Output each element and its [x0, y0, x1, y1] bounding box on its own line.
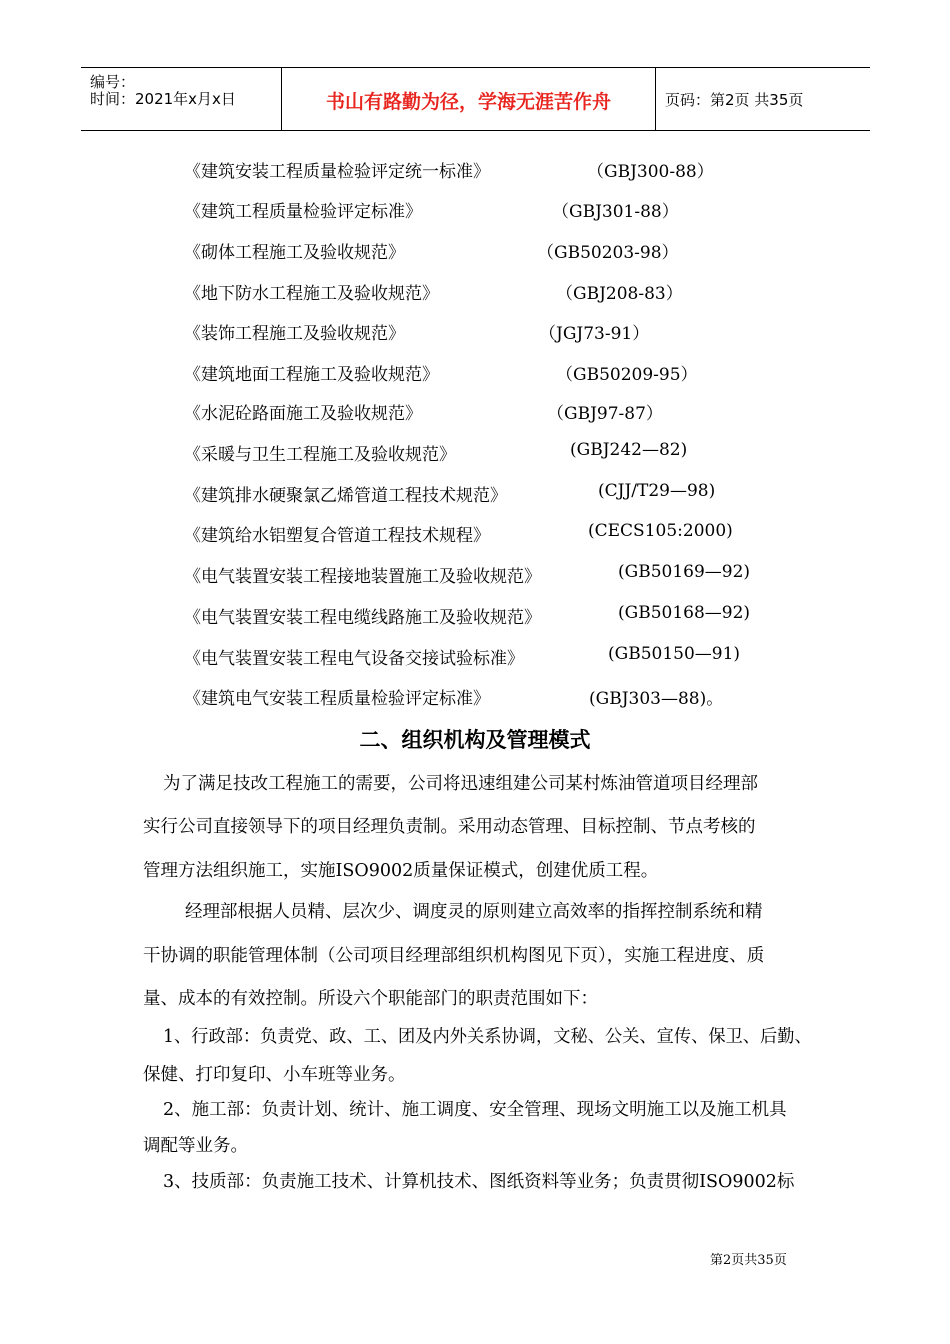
- body-line: 管理方法组织施工，实施ISO9002质量保证模式，创建优质工程。: [143, 861, 659, 881]
- standard-name: 《建筑电气安装工程质量检验评定标准》: [184, 689, 490, 709]
- body-line: 2、施工部：负责计划、统计、施工调度、安全管理、现场文明施工以及施工机具: [163, 1100, 787, 1120]
- standard-code: （GBJ97-87）: [547, 404, 663, 424]
- standard-code: (GB50168—92): [618, 603, 751, 623]
- standard-code: （GB50203-98）: [537, 243, 679, 263]
- page-header: [81, 67, 870, 131]
- header-page-number: 页码：第2页 共35页: [665, 91, 804, 109]
- standard-name: 《建筑安装工程质量检验评定统一标准》: [184, 162, 490, 182]
- standard-code: (GB50150—91): [608, 644, 741, 664]
- body-line: 1、行政部：负责党、政、工、团及内外关系协调，文秘、公关、宣传、保卫、后勤、: [163, 1027, 812, 1047]
- standard-name: 《建筑地面工程施工及验收规范》: [184, 365, 439, 385]
- standard-code: (GB50169—92): [618, 562, 751, 582]
- standard-code: （GBJ300-88）: [587, 162, 714, 182]
- body-line: 保健、打印复印、小车班等业务。: [143, 1065, 406, 1085]
- standard-name: 《电气装置安装工程电缆线路施工及验收规范》: [184, 608, 541, 628]
- standard-code: (CJJ/T29—98): [598, 481, 716, 501]
- standard-name: 《砌体工程施工及验收规范》: [184, 243, 405, 263]
- standard-code: (CECS105:2000): [588, 521, 733, 541]
- standard-code: （JGJ73-91）: [539, 324, 650, 344]
- body-line: 实行公司直接领导下的项目经理负责制。采用动态管理、目标控制、节点考核的: [143, 817, 756, 837]
- standard-code: （GB50209-95）: [556, 365, 698, 385]
- standard-name: 《水泥砼路面施工及验收规范》: [184, 404, 422, 424]
- standard-name: 《建筑排水硬聚氯乙烯管道工程技术规范》: [184, 486, 507, 506]
- standard-code: (GBJ242—82): [570, 440, 688, 460]
- body-line: 干协调的职能管理体制（公司项目经理部组织机构图见下页），实施工程进度、质: [143, 946, 765, 966]
- header-motto-cell: [281, 68, 656, 130]
- standard-name: 《电气装置安装工程电气设备交接试验标准》: [184, 649, 524, 669]
- standard-name: 《地下防水工程施工及验收规范》: [184, 284, 439, 304]
- header-page-cell: [655, 68, 870, 130]
- standard-name: 《电气装置安装工程接地装置施工及验收规范》: [184, 567, 541, 587]
- standard-code: （GBJ301-88）: [552, 202, 679, 222]
- standard-code: （GBJ208-83）: [556, 284, 683, 304]
- header-meta-cell: [81, 68, 281, 130]
- standard-name: 《采暖与卫生工程施工及验收规范》: [184, 445, 456, 465]
- standard-name: 《建筑工程质量检验评定标准》: [184, 202, 422, 222]
- standard-name: 《装饰工程施工及验收规范》: [184, 324, 405, 344]
- standard-code: (GBJ303—88)。: [589, 689, 724, 709]
- standard-name: 《建筑给水铝塑复合管道工程技术规程》: [184, 526, 490, 546]
- page-footer: 第2页共35页: [710, 1253, 787, 1268]
- document-time-label: 时间：2021年x月x日: [90, 90, 236, 108]
- body-line: 调配等业务。: [143, 1136, 248, 1156]
- body-line: 为了满足技改工程施工的需要，公司将迅速组建公司某村炼油管道项目经理部: [163, 774, 758, 794]
- section-title: 二、组织机构及管理模式: [359, 728, 591, 752]
- body-line: 3、技质部：负责施工技术、计算机技术、图纸资料等业务；负责贯彻ISO9002标: [163, 1172, 795, 1192]
- header-motto: 书山有路勤为径，学海无涯苦作舟: [325, 91, 611, 113]
- document-number-label: 编号：: [90, 73, 136, 91]
- body-line: 量、成本的有效控制。所设六个职能部门的职责范围如下：: [143, 989, 598, 1009]
- body-line: 经理部根据人员精、层次少、调度灵的原则建立高效率的指挥控制系统和精: [185, 902, 763, 922]
